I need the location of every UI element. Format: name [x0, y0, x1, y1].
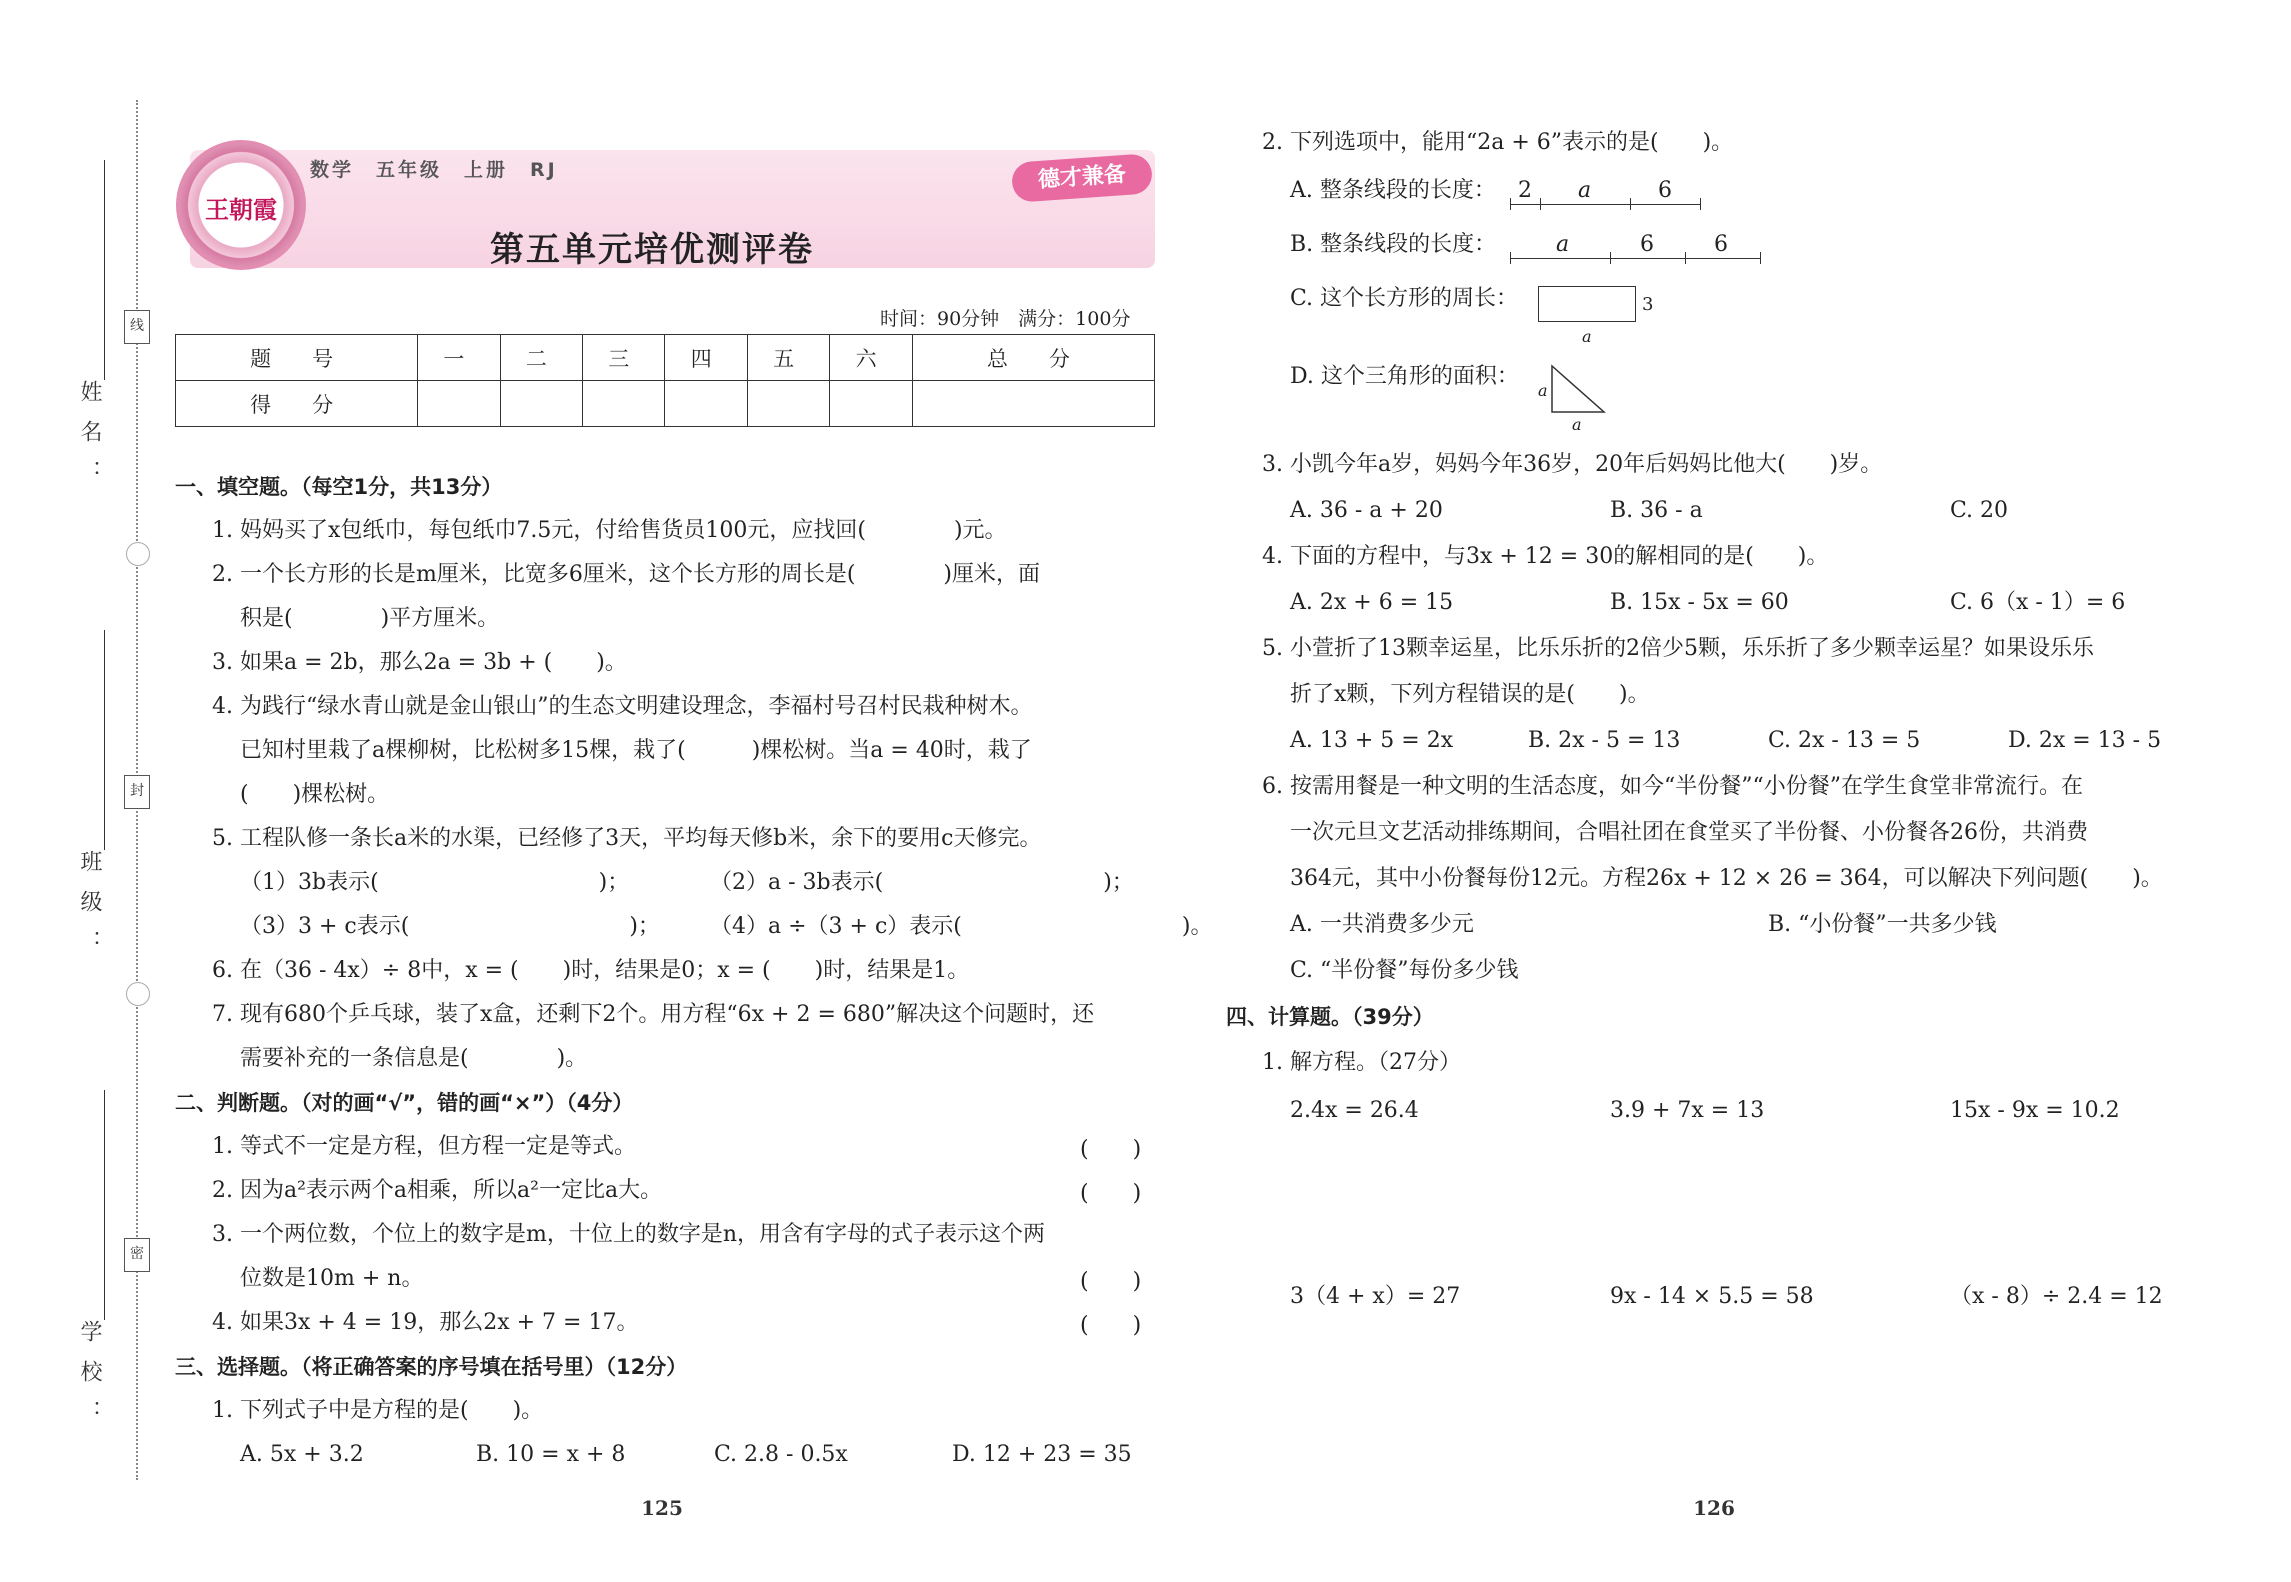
question-1-2: 2. 一个长方形的长是m厘米，比宽多6厘米，这个长方形的周长是( )厘米，面 [212, 562, 1041, 587]
option-a: A. 一共消费多少元 [1290, 912, 1474, 937]
answer-bracket[interactable]: ( ) [1080, 1313, 1142, 1338]
option-b: B. 2x - 5 = 13 [1528, 728, 1681, 753]
option-b: B. 整条线段的长度： [1290, 232, 1497, 257]
sealed-mark: 密 [124, 1238, 150, 1272]
equation: 3.9 + 7x = 13 [1610, 1098, 1765, 1123]
question-1-5-part1: （1）3b表示( )； [240, 870, 630, 895]
question-3-5: 5. 小萱折了13颗幸运星，比乐乐折的2倍少5颗，乐乐折了多少颗幸运星？如果设乐乐 [1262, 636, 2094, 661]
question-2-3: 3. 一个两位数，个位上的数字是m，十位上的数字是n，用含有字母的式子表示这个两 [212, 1222, 1046, 1247]
section-fill-blank-title: 一、填空题。（每空1分，共13分） [175, 475, 503, 499]
rectangle-diagram [1538, 286, 1668, 348]
option-b: B. 36 - a [1610, 498, 1703, 523]
question-1-4: 4. 为践行“绿水青山就是金山银山”的生态文明建设理念，李福村号召村民栽种树木。 [212, 694, 1033, 719]
score-table-score-row [176, 381, 1155, 427]
segment-label: a [1556, 232, 1570, 257]
equation: 15x - 9x = 10.2 [1950, 1098, 2120, 1123]
page-title: 第五单元培优测评卷 [490, 230, 814, 270]
score-label-cell: 得 分 [176, 381, 418, 427]
score-entry-cell[interactable] [583, 381, 665, 427]
option-c: C. 20 [1950, 498, 2009, 523]
question-4-1: 1. 解方程。（27分） [1262, 1050, 1461, 1075]
option-d: D. 2x = 13 - 5 [2008, 728, 2162, 753]
question-1-6: 6. 在（36 - 4x）÷ 8中，x = ( )时，结果是0；x = ( )时，结果是1。 [212, 958, 970, 983]
school-label: 学校： [77, 1320, 102, 1440]
answer-bracket[interactable]: ( ) [1080, 1269, 1142, 1294]
subject-line: 数学 五年级 上册 RJ [310, 159, 558, 181]
segment-tick [1610, 252, 1611, 264]
option-a: A. 5x + 3.2 [240, 1442, 364, 1467]
question-3-5-cont: 折了x颗，下列方程错误的是( )。 [1290, 682, 1650, 707]
seal-mark: 封 [124, 775, 150, 809]
punch-hole-top [126, 542, 150, 566]
score-header-cell: 总 分 [912, 335, 1154, 381]
page-number-right: 126 [1686, 1488, 1742, 1528]
triangle-bottom-label: a [1572, 415, 1582, 434]
motto-badge: 德才兼备 [1011, 153, 1153, 203]
question-3-3: 3. 小凯今年a岁，妈妈今年36岁，20年后妈妈比他大( )岁。 [1262, 452, 1883, 477]
section-judgement-title: 二、判断题。（对的画“√”，错的画“×”）（4分） [175, 1091, 634, 1115]
option-a: A. 36 - a + 20 [1290, 498, 1443, 523]
punch-hole-bottom [126, 982, 150, 1006]
segment-tick [1630, 198, 1631, 210]
option-a: A. 2x + 6 = 15 [1290, 590, 1454, 615]
logo-text: 王朝霞 [205, 195, 277, 224]
option-b: B. 15x - 5x = 60 [1610, 590, 1789, 615]
segment-label: 2 [1518, 178, 1532, 203]
section-choice-title: 三、选择题。（将正确答案的序号填在括号里）（12分） [175, 1355, 688, 1379]
question-1-5-part2: （2）a - 3b表示( )； [710, 870, 1134, 895]
time-score-info: 时间：90分钟 满分：100分 [880, 308, 1131, 330]
equation: 9x - 14 × 5.5 = 58 [1610, 1284, 1814, 1309]
class-line [104, 630, 105, 850]
question-1-5-part3: （3）3 + c表示( )； [240, 914, 660, 939]
score-entry-cell[interactable] [500, 381, 582, 427]
question-1-7-cont: 需要补充的一条信息是( )。 [240, 1046, 588, 1071]
question-3-6-cont: 一次元旦文艺活动排练期间，合唱社团在食堂买了半份餐、小份餐各26份，共消费 [1290, 820, 2088, 845]
school-line [104, 1090, 105, 1320]
line-mark: 线 [124, 310, 150, 344]
section-calculation-title: 四、计算题。（39分） [1226, 1005, 1434, 1029]
question-3-1: 1. 下列式子中是方程的是( )。 [212, 1398, 544, 1423]
name-label: 姓名： [77, 380, 102, 500]
score-header-cell: 四 [665, 335, 747, 381]
score-entry-cell[interactable] [418, 381, 500, 427]
option-b: B. 10 = x + 8 [476, 1442, 626, 1467]
score-header-cell: 六 [830, 335, 912, 381]
rectangle-shape [1538, 286, 1636, 322]
question-3-6: 6. 按需用餐是一种文明的生活态度，如今“半份餐”“小份餐”在学生食堂非常流行。在 [1262, 774, 2083, 799]
score-entry-cell[interactable] [665, 381, 747, 427]
equation: （x - 8）÷ 2.4 = 12 [1950, 1284, 2163, 1309]
segment-label: 6 [1714, 232, 1728, 257]
score-header-cell: 二 [500, 335, 582, 381]
question-2-3-cont: 位数是10m + n。 [240, 1266, 424, 1291]
score-entry-cell[interactable] [830, 381, 912, 427]
question-1-5: 5. 工程队修一条长a米的水渠，已经修了3天，平均每天修b米，余下的要用c天修完。 [212, 826, 1042, 851]
score-table-header-row [176, 335, 1155, 381]
segment-diagram-b [1510, 230, 1770, 270]
option-c: C. 2.8 - 0.5x [714, 1442, 848, 1467]
segment-label: 6 [1640, 232, 1654, 257]
equation: 3（4 + x）= 27 [1290, 1284, 1461, 1309]
score-table [175, 334, 1155, 427]
question-2-2: 2. 因为a²表示两个a相乘，所以a²一定比a大。 [212, 1178, 663, 1203]
score-entry-cell[interactable] [912, 381, 1154, 427]
question-1-2-cont: 积是( )平方厘米。 [240, 606, 500, 631]
option-c: C. “半份餐”每份多少钱 [1290, 958, 1519, 983]
segment-tick [1700, 198, 1701, 210]
option-c: C. 2x - 13 = 5 [1768, 728, 1921, 753]
option-b: B. “小份餐”一共多少钱 [1768, 912, 1997, 937]
triangle-diagram [1538, 362, 1608, 434]
question-1-4-cont: 已知村里栽了a棵柳树，比松树多15棵，栽了( )棵松树。当a = 40时，栽了 [240, 738, 1032, 763]
equation: 2.4x = 26.4 [1290, 1098, 1419, 1123]
score-header-cell: 题 号 [176, 335, 418, 381]
score-header-cell: 三 [583, 335, 665, 381]
question-1-7: 7. 现有680个乒乓球，装了x盒，还剩下2个。用方程“6x + 2 = 680”解决这个问题时，还 [212, 1002, 1095, 1027]
question-1-5-part4: （4）a ÷（3 + c）表示( )。 [710, 914, 1213, 939]
question-1-4-cont2: ( )棵松树。 [240, 782, 390, 807]
rectangle-bottom-label: a [1582, 327, 1592, 346]
triangle-left-label: a [1538, 381, 1548, 400]
segment-label: 6 [1658, 178, 1672, 203]
name-line [104, 160, 105, 380]
score-header-cell: 一 [418, 335, 500, 381]
segment-tick [1685, 252, 1686, 264]
score-entry-cell[interactable] [747, 381, 829, 427]
segment-tick [1760, 252, 1761, 264]
option-c: C. 6（x - 1）= 6 [1950, 590, 2126, 615]
score-header-cell: 五 [747, 335, 829, 381]
option-d: D. 这个三角形的面积： [1290, 364, 1519, 389]
question-3-2: 2. 下列选项中，能用“2a + 6”表示的是( )。 [1262, 130, 1734, 155]
question-2-1: 1. 等式不一定是方程，但方程一定是等式。 [212, 1134, 636, 1159]
question-3-6-cont2: 364元，其中小份餐每份12元。方程26x + 12 × 26 = 364，可以解决下列问题( )。 [1290, 866, 2163, 891]
answer-bracket[interactable]: ( ) [1080, 1181, 1142, 1206]
question-1-3: 3. 如果a = 2b，那么2a = 3b + ( )。 [212, 650, 627, 675]
question-3-4: 4. 下面的方程中，与3x + 12 = 30的解相同的是( )。 [1262, 544, 1829, 569]
segment-label: a [1578, 178, 1592, 203]
option-a: A. 13 + 5 = 2x [1290, 728, 1454, 753]
segment-tick [1540, 198, 1541, 210]
segment-tick [1510, 252, 1511, 264]
page-number-left: 125 [634, 1488, 690, 1528]
segment-diagram-a [1510, 176, 1710, 216]
option-c: C. 这个长方形的周长： [1290, 286, 1519, 311]
question-1-1: 1. 妈妈买了x包纸巾，每包纸巾7.5元，付给售货员100元，应找回( )元。 [212, 518, 1007, 543]
option-a: A. 整条线段的长度： [1290, 178, 1496, 203]
rectangle-side-label: 3 [1642, 294, 1654, 315]
segment-tick [1510, 198, 1511, 210]
class-label: 班级： [77, 850, 102, 970]
option-d: D. 12 + 23 = 35 [952, 1442, 1132, 1467]
answer-bracket[interactable]: ( ) [1080, 1137, 1142, 1162]
question-2-4: 4. 如果3x + 4 = 19，那么2x + 7 = 17。 [212, 1310, 639, 1335]
